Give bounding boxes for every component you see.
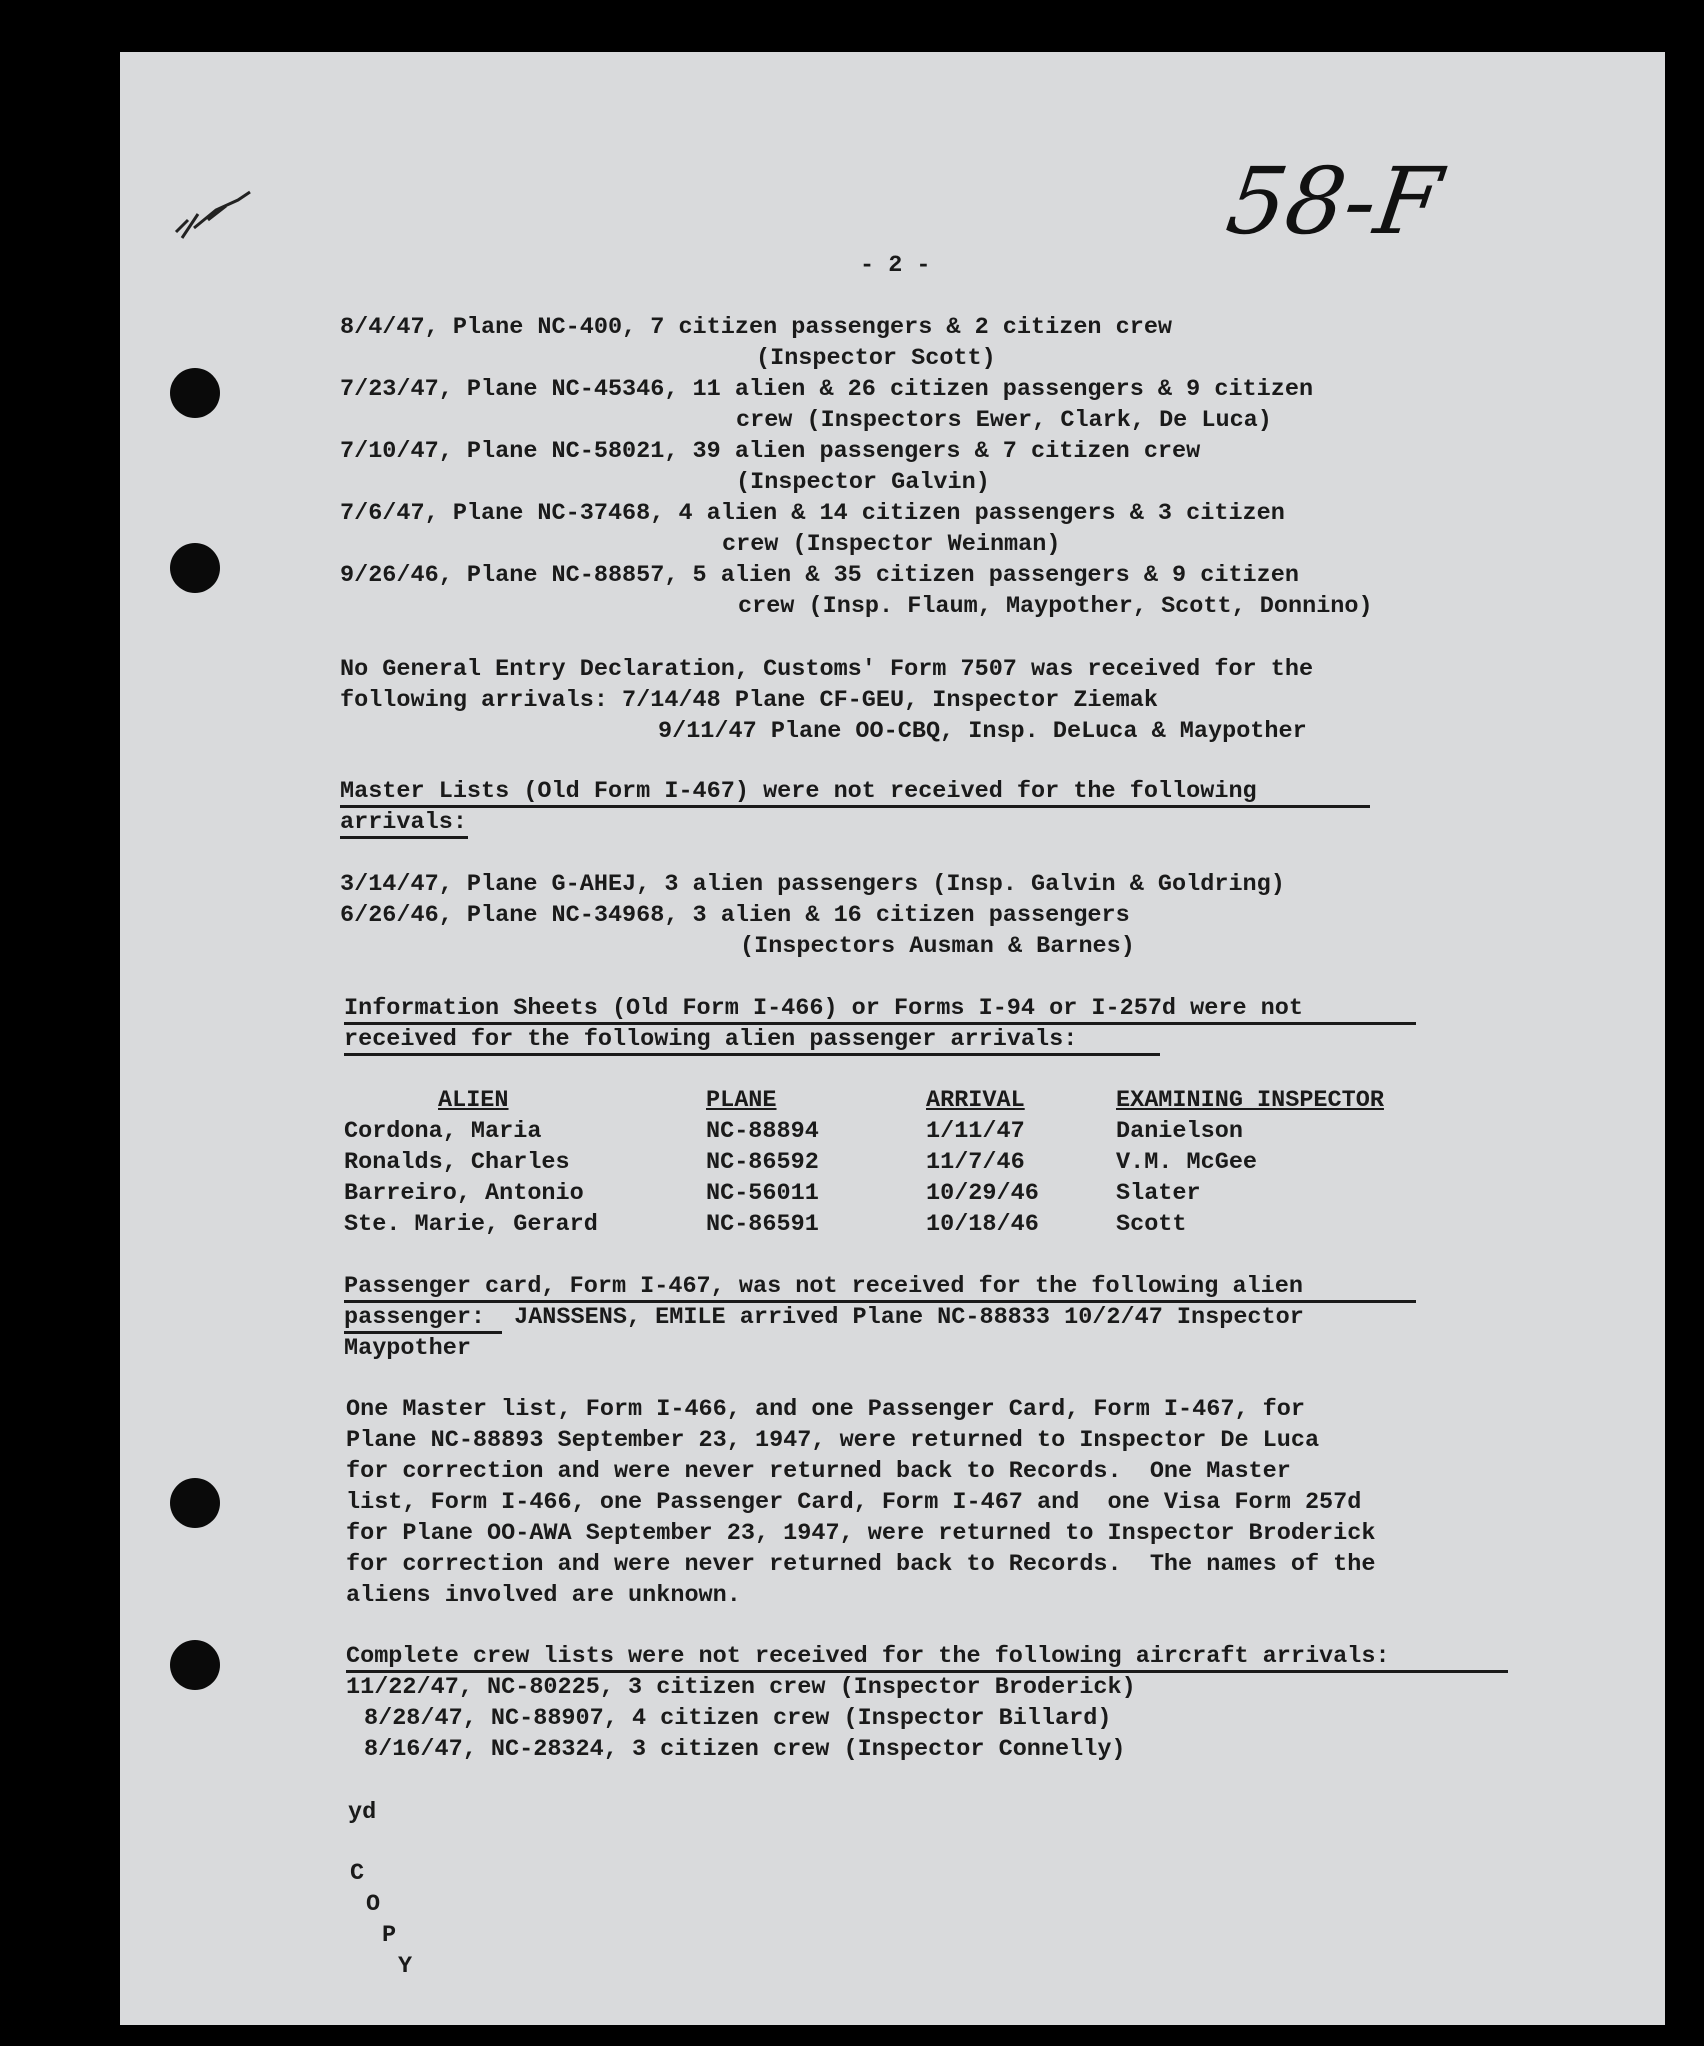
table-cell: V.M. McGee (1116, 1149, 1258, 1176)
table-cell: Danielson (1116, 1118, 1243, 1145)
copy-letter: Y (398, 1953, 413, 1980)
general-entry-line: following arrivals: 7/14/48 Plane CF-GEU, Inspector Ziemak (340, 687, 1158, 714)
table-cell: NC-88894 (706, 1118, 819, 1145)
paragraph-line: list, Form I-466, one Passenger Card, Form I-467 and one Visa Form 257d (346, 1489, 1362, 1516)
paragraph-line: aliens involved are unknown. (346, 1582, 741, 1609)
arrival-line: crew (Inspectors Ewer, Clark, De Luca) (736, 407, 1272, 434)
info-sheets-heading: received for the following alien passenger arrivals: (344, 1026, 1078, 1053)
column-header: ALIEN (438, 1087, 509, 1114)
underline (344, 1053, 1160, 1056)
paragraph-line: One Master list, Form I-466, and one Passenger Card, Form I-467, for (346, 1396, 1305, 1423)
table-cell: Scott (1116, 1211, 1187, 1238)
underline (340, 836, 468, 839)
general-entry-line: 9/11/47 Plane OO-CBQ, Insp. DeLuca & Maypother (658, 718, 1307, 745)
paragraph-line: for Plane OO-AWA September 23, 1947, were returned to Inspector Broderick (346, 1520, 1376, 1547)
crew-line: 8/28/47, NC-88907, 4 citizen crew (Inspector Billard) (364, 1705, 1112, 1732)
punch-hole (170, 368, 220, 418)
table-cell: 1/11/47 (926, 1118, 1025, 1145)
paragraph-line: for correction and were never returned back to Records. One Master (346, 1458, 1291, 1485)
arrival-line: (Inspector Scott) (756, 345, 996, 372)
master-lists-line: (Inspectors Ausman & Barnes) (740, 933, 1135, 960)
handwritten-reference: 58-F (1220, 148, 1448, 255)
passenger-card-line: Maypother (344, 1335, 471, 1362)
general-entry-line: No General Entry Declaration, Customs' Form 7507 was received for the (340, 656, 1314, 683)
table-cell: Barreiro, Antonio (344, 1180, 584, 1207)
table-cell: NC-86591 (706, 1211, 819, 1238)
arrival-line: crew (Inspector Weinman) (722, 531, 1061, 558)
paragraph-line: Plane NC-88893 September 23, 1947, were returned to Inspector De Luca (346, 1427, 1320, 1454)
table-cell: NC-86592 (706, 1149, 819, 1176)
master-lists-heading: arrivals: (340, 809, 467, 836)
master-lists-line: 3/14/47, Plane G-AHEJ, 3 alien passengers (Insp. Galvin & Goldring) (340, 871, 1285, 898)
passenger-card-line: JANSSENS, EMILE arrived Plane NC-88833 10/2/47 Inspector (500, 1304, 1304, 1331)
table-cell: Cordona, Maria (344, 1118, 542, 1145)
arrival-line: 8/4/47, Plane NC-400, 7 citizen passengers & 2 citizen crew (340, 314, 1173, 341)
arrival-line: 7/23/47, Plane NC-45346, 11 alien & 26 citizen passengers & 9 citizen (340, 376, 1314, 403)
pencil-scribble (168, 180, 258, 250)
punch-hole (170, 1640, 220, 1690)
arrival-line: 9/26/46, Plane NC-88857, 5 alien & 35 citizen passengers & 9 citizen (340, 562, 1299, 589)
info-sheets-heading: Information Sheets (Old Form I-466) or Forms I-94 or I-257d were not (344, 995, 1303, 1022)
typist-initials: yd (348, 1799, 377, 1826)
table-cell: 11/7/46 (926, 1149, 1025, 1176)
copy-letter: O (366, 1891, 381, 1918)
master-lists-line: 6/26/46, Plane NC-34968, 3 alien & 16 citizen passengers (340, 902, 1130, 929)
crew-line: 11/22/47, NC-80225, 3 citizen crew (Inspector Broderick) (346, 1674, 1136, 1701)
crew-lists-heading: Complete crew lists were not received for the following aircraft arrivals: (346, 1643, 1390, 1670)
copy-letter: P (382, 1922, 397, 1949)
table-cell: 10/29/46 (926, 1180, 1039, 1207)
paragraph-line: for correction and were never returned back to Records. The names of the (346, 1551, 1376, 1578)
punch-hole (170, 1478, 220, 1528)
passenger-card-line: Passenger card, Form I-467, was not received for the following alien (344, 1273, 1303, 1300)
page-number: - 2 - (860, 252, 931, 279)
copy-letter: C (350, 1860, 365, 1887)
arrival-line: 7/6/47, Plane NC-37468, 4 alien & 14 citizen passengers & 3 citizen (340, 500, 1285, 527)
table-cell: 10/18/46 (926, 1211, 1039, 1238)
column-header: EXAMINING INSPECTOR (1116, 1087, 1384, 1114)
arrival-line: (Inspector Galvin) (736, 469, 990, 496)
column-header: ARRIVAL (926, 1087, 1025, 1114)
passenger-card-label: passenger: (344, 1304, 486, 1331)
table-cell: Ronalds, Charles (344, 1149, 570, 1176)
table-cell: NC-56011 (706, 1180, 819, 1207)
column-header: PLANE (706, 1087, 777, 1114)
underline (340, 805, 1370, 808)
punch-hole (170, 543, 220, 593)
arrival-line: crew (Insp. Flaum, Maypother, Scott, Donnino) (738, 593, 1373, 620)
table-cell: Slater (1116, 1180, 1201, 1207)
arrival-line: 7/10/47, Plane NC-58021, 39 alien passengers & 7 citizen crew (340, 438, 1201, 465)
master-lists-heading: Master Lists (Old Form I-467) were not received for the following (340, 778, 1257, 805)
crew-line: 8/16/47, NC-28324, 3 citizen crew (Inspector Connelly) (364, 1736, 1126, 1763)
table-cell: Ste. Marie, Gerard (344, 1211, 598, 1238)
